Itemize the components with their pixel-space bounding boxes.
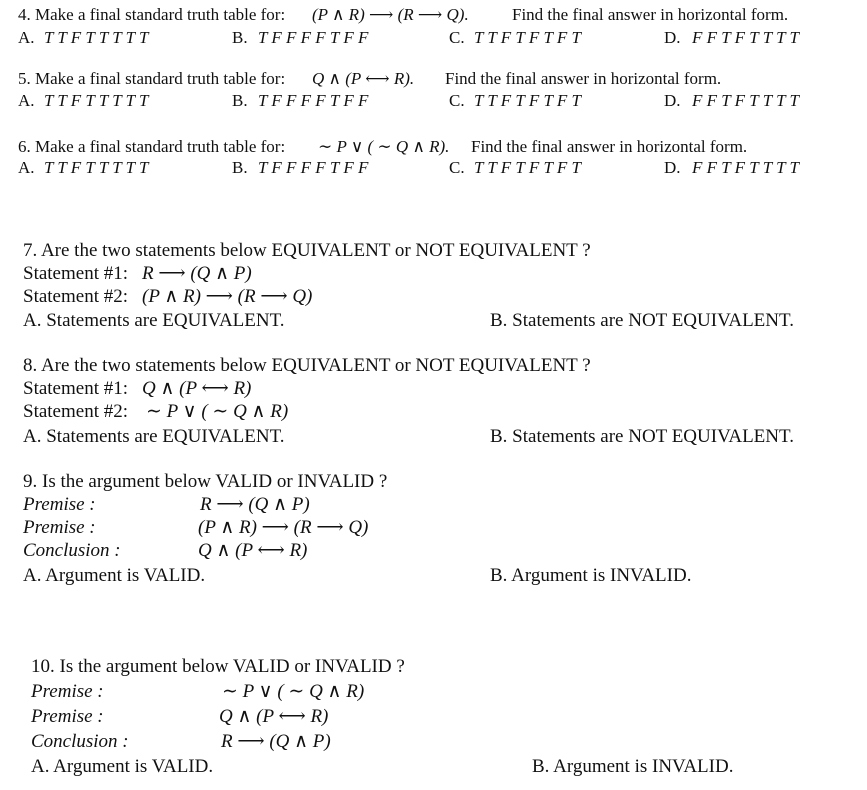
premise-2-label: Premise : [23,517,96,538]
premise-1-expression: R ⟶ (Q ∧ P) [200,494,310,515]
question-6-expression: ∼ P ∨ ( ∼ Q ∧ R). [318,137,450,156]
question-7-prompt: 7. Are the two statements below EQUIVALENT or NOT EQUIVALENT ? [23,240,591,261]
option-d-label: D. [664,158,681,177]
premise-1-label: Premise : [31,681,104,702]
premise-1-label: Premise : [23,494,96,515]
statement-2-expression: ∼ P ∨ ( ∼ Q ∧ R) [146,401,289,422]
option-b: B. Statements are NOT EQUIVALENT. [490,426,794,447]
option-c-label: C. [449,91,465,110]
question-4-expression: (P ∧ R) ⟶ (R ⟶ Q). [312,5,469,24]
option-a: A. Statements are EQUIVALENT. [23,310,285,331]
option-b-value: T F F F F T F F [258,28,369,47]
question-8-prompt: 8. Are the two statements below EQUIVALENT or NOT EQUIVALENT ? [23,355,591,376]
option-b: B. Argument is INVALID. [490,565,692,586]
premise-1-expression: ∼ P ∨ ( ∼ Q ∧ R) [222,681,365,702]
question-5-instruction: Find the final answer in horizontal form. [445,69,722,88]
statement-1-label: Statement #1: [23,263,129,284]
option-b: B. Argument is INVALID. [532,756,734,777]
question-6-prompt: 6. Make a final standard truth table for: [18,137,286,156]
option-c-label: C. [449,28,465,47]
option-a-value: T T F T T T T T [44,91,149,110]
option-d-value: F F T F T T T T [692,91,799,110]
premise-2-label: Premise : [31,706,104,727]
statement-2-expression: (P ∧ R) ⟶ (R ⟶ Q) [142,286,313,307]
option-a-value: T T F T T T T T [44,158,149,177]
statement-2-label: Statement #2: [23,286,129,307]
option-a: A. Argument is VALID. [31,756,214,777]
conclusion-expression: R ⟶ (Q ∧ P) [221,731,331,752]
premise-2-expression: (P ∧ R) ⟶ (R ⟶ Q) [198,517,369,538]
question-9-prompt: 9. Is the argument below VALID or INVALID ? [23,471,388,492]
option-d-value: F F T F T T T T [692,28,799,47]
premise-2-expression: Q ∧ (P ⟷ R) [219,706,329,727]
conclusion-label: Conclusion : [31,731,129,752]
option-d-label: D. [664,91,681,110]
question-10-prompt: 10. Is the argument below VALID or INVALID ? [31,656,405,677]
option-b: B. Statements are NOT EQUIVALENT. [490,310,794,331]
statement-2-label: Statement #2: [23,401,129,422]
statement-1-expression: R ⟶ (Q ∧ P) [142,263,252,284]
option-c-label: C. [449,158,465,177]
question-6-instruction: Find the final answer in horizontal form. [471,137,748,156]
question-5-expression: Q ∧ (P ⟷ R). [312,69,415,88]
question-5-prompt: 5. Make a final standard truth table for: [18,69,286,88]
statement-1-expression: Q ∧ (P ⟷ R) [142,378,252,399]
option-b-label: B. [232,28,248,47]
option-b-label: B. [232,158,248,177]
conclusion-label: Conclusion : [23,540,121,561]
option-a-value: T T F T T T T T [44,28,149,47]
question-4-prompt: 4. Make a final standard truth table for: [18,5,286,24]
option-c-value: T T F T F T F T [474,158,581,177]
option-d-value: F F T F T T T T [692,158,799,177]
option-c-value: T T F T F T F T [474,28,581,47]
option-b-label: B. [232,91,248,110]
statement-1-label: Statement #1: [23,378,129,399]
option-b-value: T F F F F T F F [258,158,369,177]
option-a-label: A. [18,28,35,47]
conclusion-expression: Q ∧ (P ⟷ R) [198,540,308,561]
option-c-value: T T F T F T F T [474,91,581,110]
option-a-label: A. [18,91,35,110]
option-d-label: D. [664,28,681,47]
option-a-label: A. [18,158,35,177]
option-b-value: T F F F F T F F [258,91,369,110]
option-a: A. Argument is VALID. [23,565,206,586]
option-a: A. Statements are EQUIVALENT. [23,426,285,447]
question-4-instruction: Find the final answer in horizontal form. [512,5,789,24]
